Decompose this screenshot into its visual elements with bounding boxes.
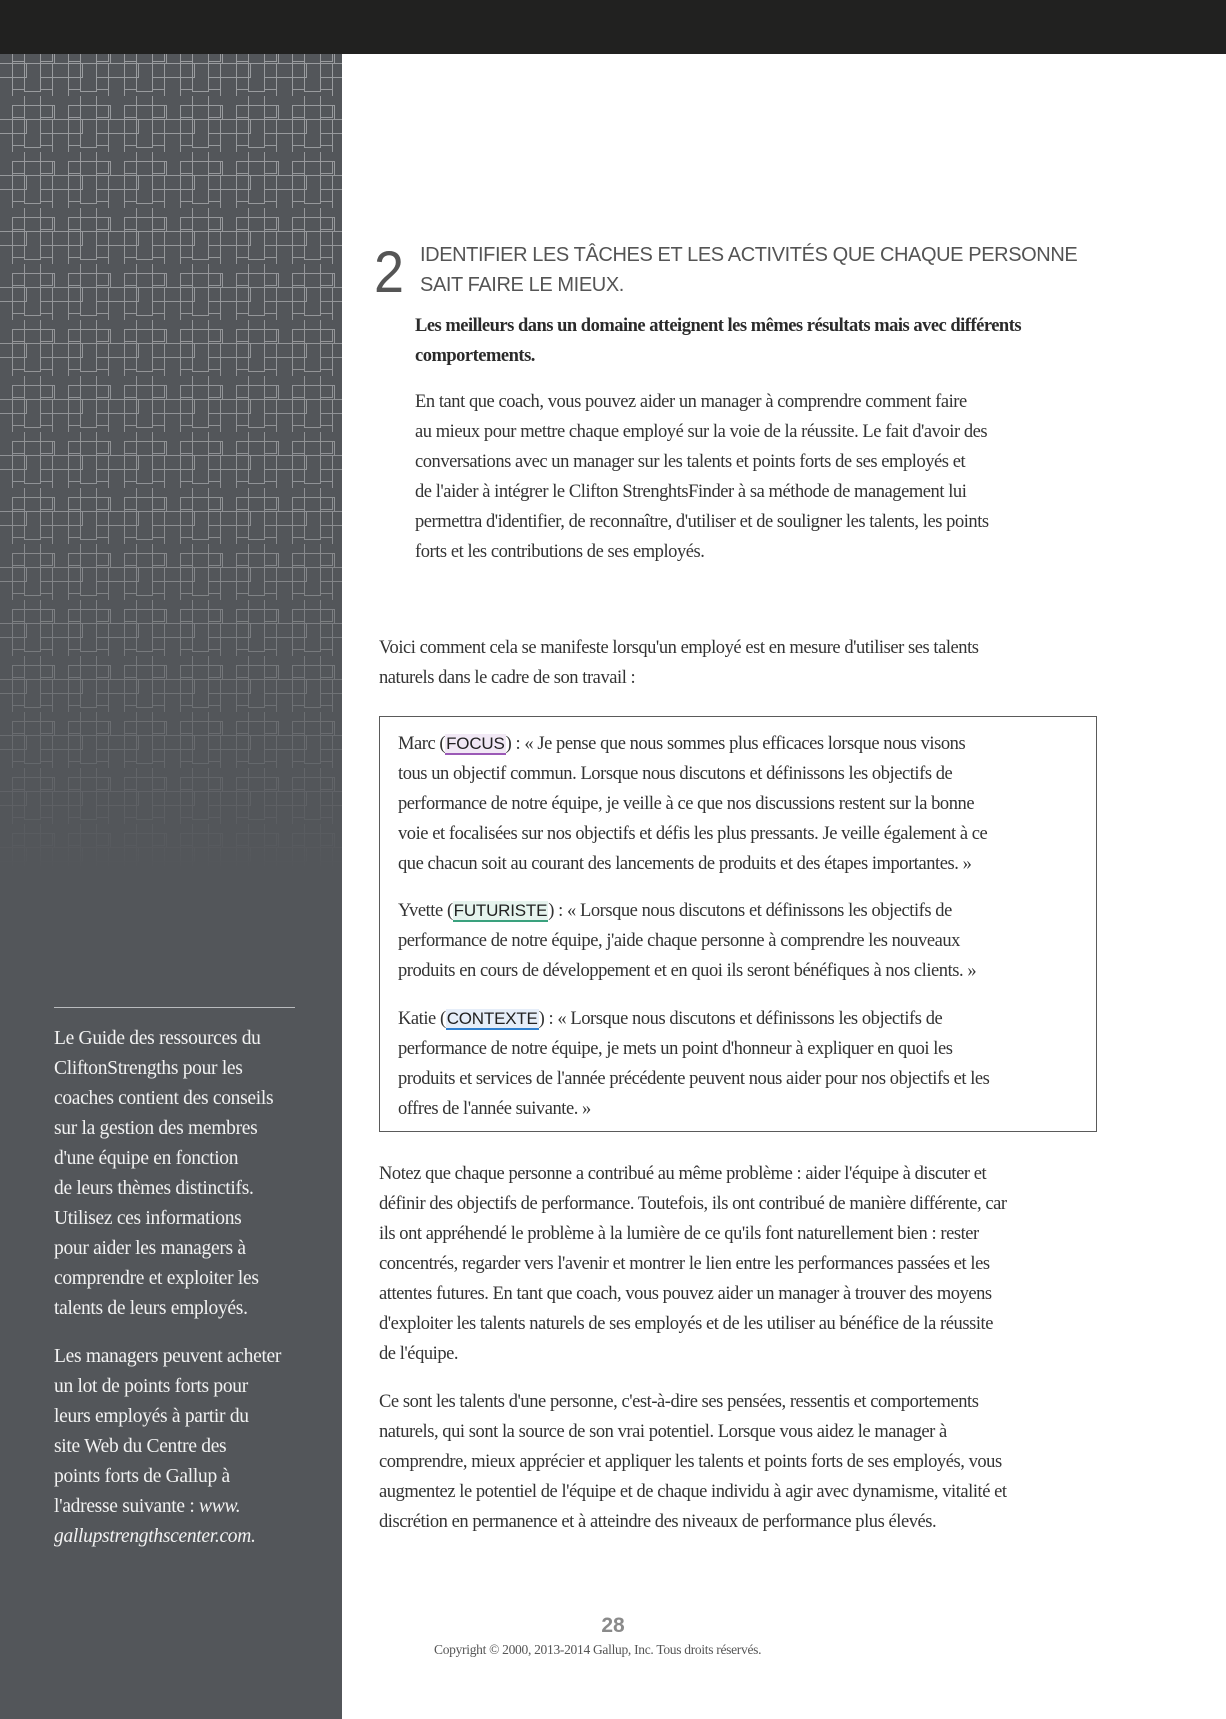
- sidebar-note-line: de leurs thèmes distinctifs.: [54, 1178, 254, 1199]
- quote-line: voie et focalisées sur nos objectifs et défis les plus pressants. Je veille également à ce: [398, 824, 988, 844]
- sidebar-note-line: [54, 1522, 334, 1552]
- lead-line-1: Les meilleurs dans un domaine atteignent les mêmes résultats mais avec différents: [415, 316, 1022, 336]
- conclusion-paragraph: [379, 1387, 1119, 1537]
- quote-line: produits en cours de développement et en quoi ils seront bénéfiques à nos clients. »: [398, 961, 977, 981]
- sidebar-note-line: Utilisez ces informations: [54, 1208, 242, 1229]
- speaker-name: Katie: [398, 1009, 436, 1029]
- section-heading-line: SAIT FAIRE LE MIEUX.: [420, 274, 624, 296]
- quote-yvette: [398, 896, 1088, 986]
- quote-line: Yvette (FUTURISTE) : « Lorsque nous discutons et définissons les objectifs de: [398, 901, 952, 921]
- paragraph-line: permettra d'identifier, de reconnaître, d'utiliser et de souligner les talents, les points: [415, 512, 989, 532]
- paragraph-line: de l'équipe.: [379, 1344, 459, 1364]
- sidebar-note-line: CliftonStrengths pour les: [54, 1058, 243, 1079]
- paragraph-line: En tant que coach, vous pouvez aider un manager à comprendre comment faire: [415, 392, 967, 412]
- quote-line: Marc (FOCUS) : « Je pense que nous sommes plus efficaces lorsque nous visons: [398, 734, 966, 754]
- quotes-box: [379, 716, 1097, 1132]
- paragraph-line: d'exploiter les talents naturels de ses employés et de les utiliser au bénéfice de la réussite: [379, 1314, 993, 1334]
- page-number: 28: [601, 1614, 625, 1637]
- sidebar-address-label: l'adresse suivante :: [54, 1496, 200, 1517]
- website-link[interactable]: www.: [199, 1496, 241, 1517]
- speaker-name: Marc: [398, 734, 436, 754]
- examples-intro-paragraph: [379, 633, 1119, 693]
- paragraph-line: conversations avec un manager sur les talents et points forts de ses employés et: [415, 452, 966, 472]
- section-number: [372, 240, 408, 300]
- quote-line: tous un objectif commun. Lorsque nous discutons et définissons les objectifs de: [398, 764, 953, 784]
- section-heading-line: IDENTIFIER LES TÂCHES ET LES ACTIVITÉS QUE CHAQUE PERSONNE: [420, 244, 1078, 266]
- quote-line: Katie (CONTEXTE) : « Lorsque nous discutons et définissons les objectifs de: [398, 1009, 943, 1029]
- sidebar-note-line: sur la gestion des membres: [54, 1118, 258, 1139]
- theme-futuriste[interactable]: FUTURISTE: [453, 901, 548, 920]
- website-link[interactable]: gallupstrengthscenter.com.: [54, 1526, 256, 1547]
- sidebar-note-line: pour aider les managers à: [54, 1238, 246, 1259]
- lead-statement: [415, 311, 1135, 371]
- paragraph-line: naturels dans le cadre de son travail :: [379, 668, 636, 688]
- section-number-value: 2: [374, 240, 404, 300]
- paragraph-line: Voici comment cela se manifeste lorsqu'un employé est en mesure d'utiliser ses talents: [379, 638, 979, 658]
- quote-line: que chacun soit au courant des lancements de produits et des étapes importantes. »: [398, 854, 972, 874]
- quote-line: offres de l'année suivante. »: [398, 1099, 591, 1119]
- sidebar-note-line: Le Guide des ressources du: [54, 1028, 261, 1049]
- sidebar-note-guide: [54, 1024, 334, 1324]
- paragraph-line: augmentez le potentiel de l'équipe et de chaque individu à agir avec dynamisme, vitalité et: [379, 1482, 1007, 1502]
- paragraph-line: comprendre, mieux apprécier et appliquer les talents et points forts de ses employés, vous: [379, 1452, 1002, 1472]
- section-number-graphic: [372, 240, 408, 300]
- paragraph-line: attentes futures. En tant que coach, vous pouvez aider un manager à trouver des moyens: [379, 1284, 992, 1304]
- paragraph-line: discrétion en permanence et à atteindre des niveaux de performance plus élevés.: [379, 1512, 937, 1532]
- paragraph-line: naturels, qui sont la source de son vrai potentiel. Lorsque vous aidez le manager à: [379, 1422, 947, 1442]
- sidebar-grid-pattern: [0, 54, 342, 874]
- quote-text: ) : « Je pense que nous sommes plus efficaces lorsque nous visons: [505, 734, 966, 754]
- sidebar-note-line: coaches contient des conseils: [54, 1088, 274, 1109]
- paragraph-line: de l'aider à intégrer le Clifton StrenghtsFinder à sa méthode de management lui: [415, 482, 967, 502]
- copyright-notice: Copyright © 2000, 2013-2014 Gallup, Inc. Tous droits réservés.: [434, 1642, 762, 1657]
- sidebar-note-line: comprendre et exploiter les: [54, 1268, 259, 1289]
- quote-line: performance de notre équipe, je veille à ce que nos discussions restent sur la bonne: [398, 794, 975, 814]
- paragraph-line: Ce sont les talents d'une personne, c'est-à-dire ses pensées, ressentis et comportements: [379, 1392, 979, 1412]
- paragraph-line: définir des objectifs de performance. Toutefois, ils ont contribué de manière différente, car: [379, 1194, 1007, 1214]
- sidebar-note-purchase: [54, 1342, 334, 1552]
- paragraph-line: forts et les contributions de ses employés.: [415, 542, 705, 562]
- quote-line: produits et services de l'année précédente peuvent nous aider pour nos objectifs et les: [398, 1069, 990, 1089]
- sidebar-note-line: points forts de Gallup à: [54, 1466, 230, 1487]
- paragraph-line: ils ont appréhendé le problème à la lumière de ce qu'ils font naturellement bien : rester: [379, 1224, 979, 1244]
- quote-line: performance de notre équipe, je mets un point d'honneur à expliquer en quoi les: [398, 1039, 953, 1059]
- sidebar-note-line: d'une équipe en fonction: [54, 1148, 239, 1169]
- paragraph-line: Notez que chaque personne a contribué au même problème : aider l'équipe à discuter et: [379, 1164, 987, 1184]
- intro-paragraph: [415, 387, 1155, 567]
- sidebar-note-line: Les managers peuvent acheter: [54, 1346, 282, 1367]
- theme-contexte[interactable]: CONTEXTE: [446, 1009, 538, 1028]
- notez-paragraph: [379, 1159, 1119, 1369]
- sidebar-note-line: un lot de points forts pour: [54, 1376, 248, 1397]
- lead-line-2: comportements.: [415, 346, 535, 366]
- section-heading: [420, 240, 1120, 300]
- sidebar-note-line: leurs employés à partir du: [54, 1406, 249, 1427]
- sidebar-divider: [54, 1007, 295, 1008]
- sidebar-note-line: [54, 1492, 334, 1522]
- sidebar-note-line: talents de leurs employés.: [54, 1298, 248, 1319]
- speaker-name: Yvette: [398, 901, 443, 921]
- top-bar: [0, 0, 1226, 54]
- paragraph-line: au mieux pour mettre chaque employé sur la voie de la réussite. Le fait d'avoir des: [415, 422, 988, 442]
- quote-katie: [398, 1004, 1088, 1124]
- paragraph-line: concentrés, regarder vers l'avenir et montrer le lien entre les performances passées et les: [379, 1254, 990, 1274]
- quote-line: performance de notre équipe, j'aide chaque personne à comprendre les nouveaux: [398, 931, 960, 951]
- theme-focus[interactable]: FOCUS: [446, 734, 505, 753]
- quote-marc: [398, 729, 1088, 879]
- sidebar-note-line: site Web du Centre des: [54, 1436, 227, 1457]
- quote-text: ) : « Lorsque nous discutons et définissons les objectifs de: [548, 901, 952, 921]
- quote-text: ) : « Lorsque nous discutons et définissons les objectifs de: [538, 1009, 943, 1029]
